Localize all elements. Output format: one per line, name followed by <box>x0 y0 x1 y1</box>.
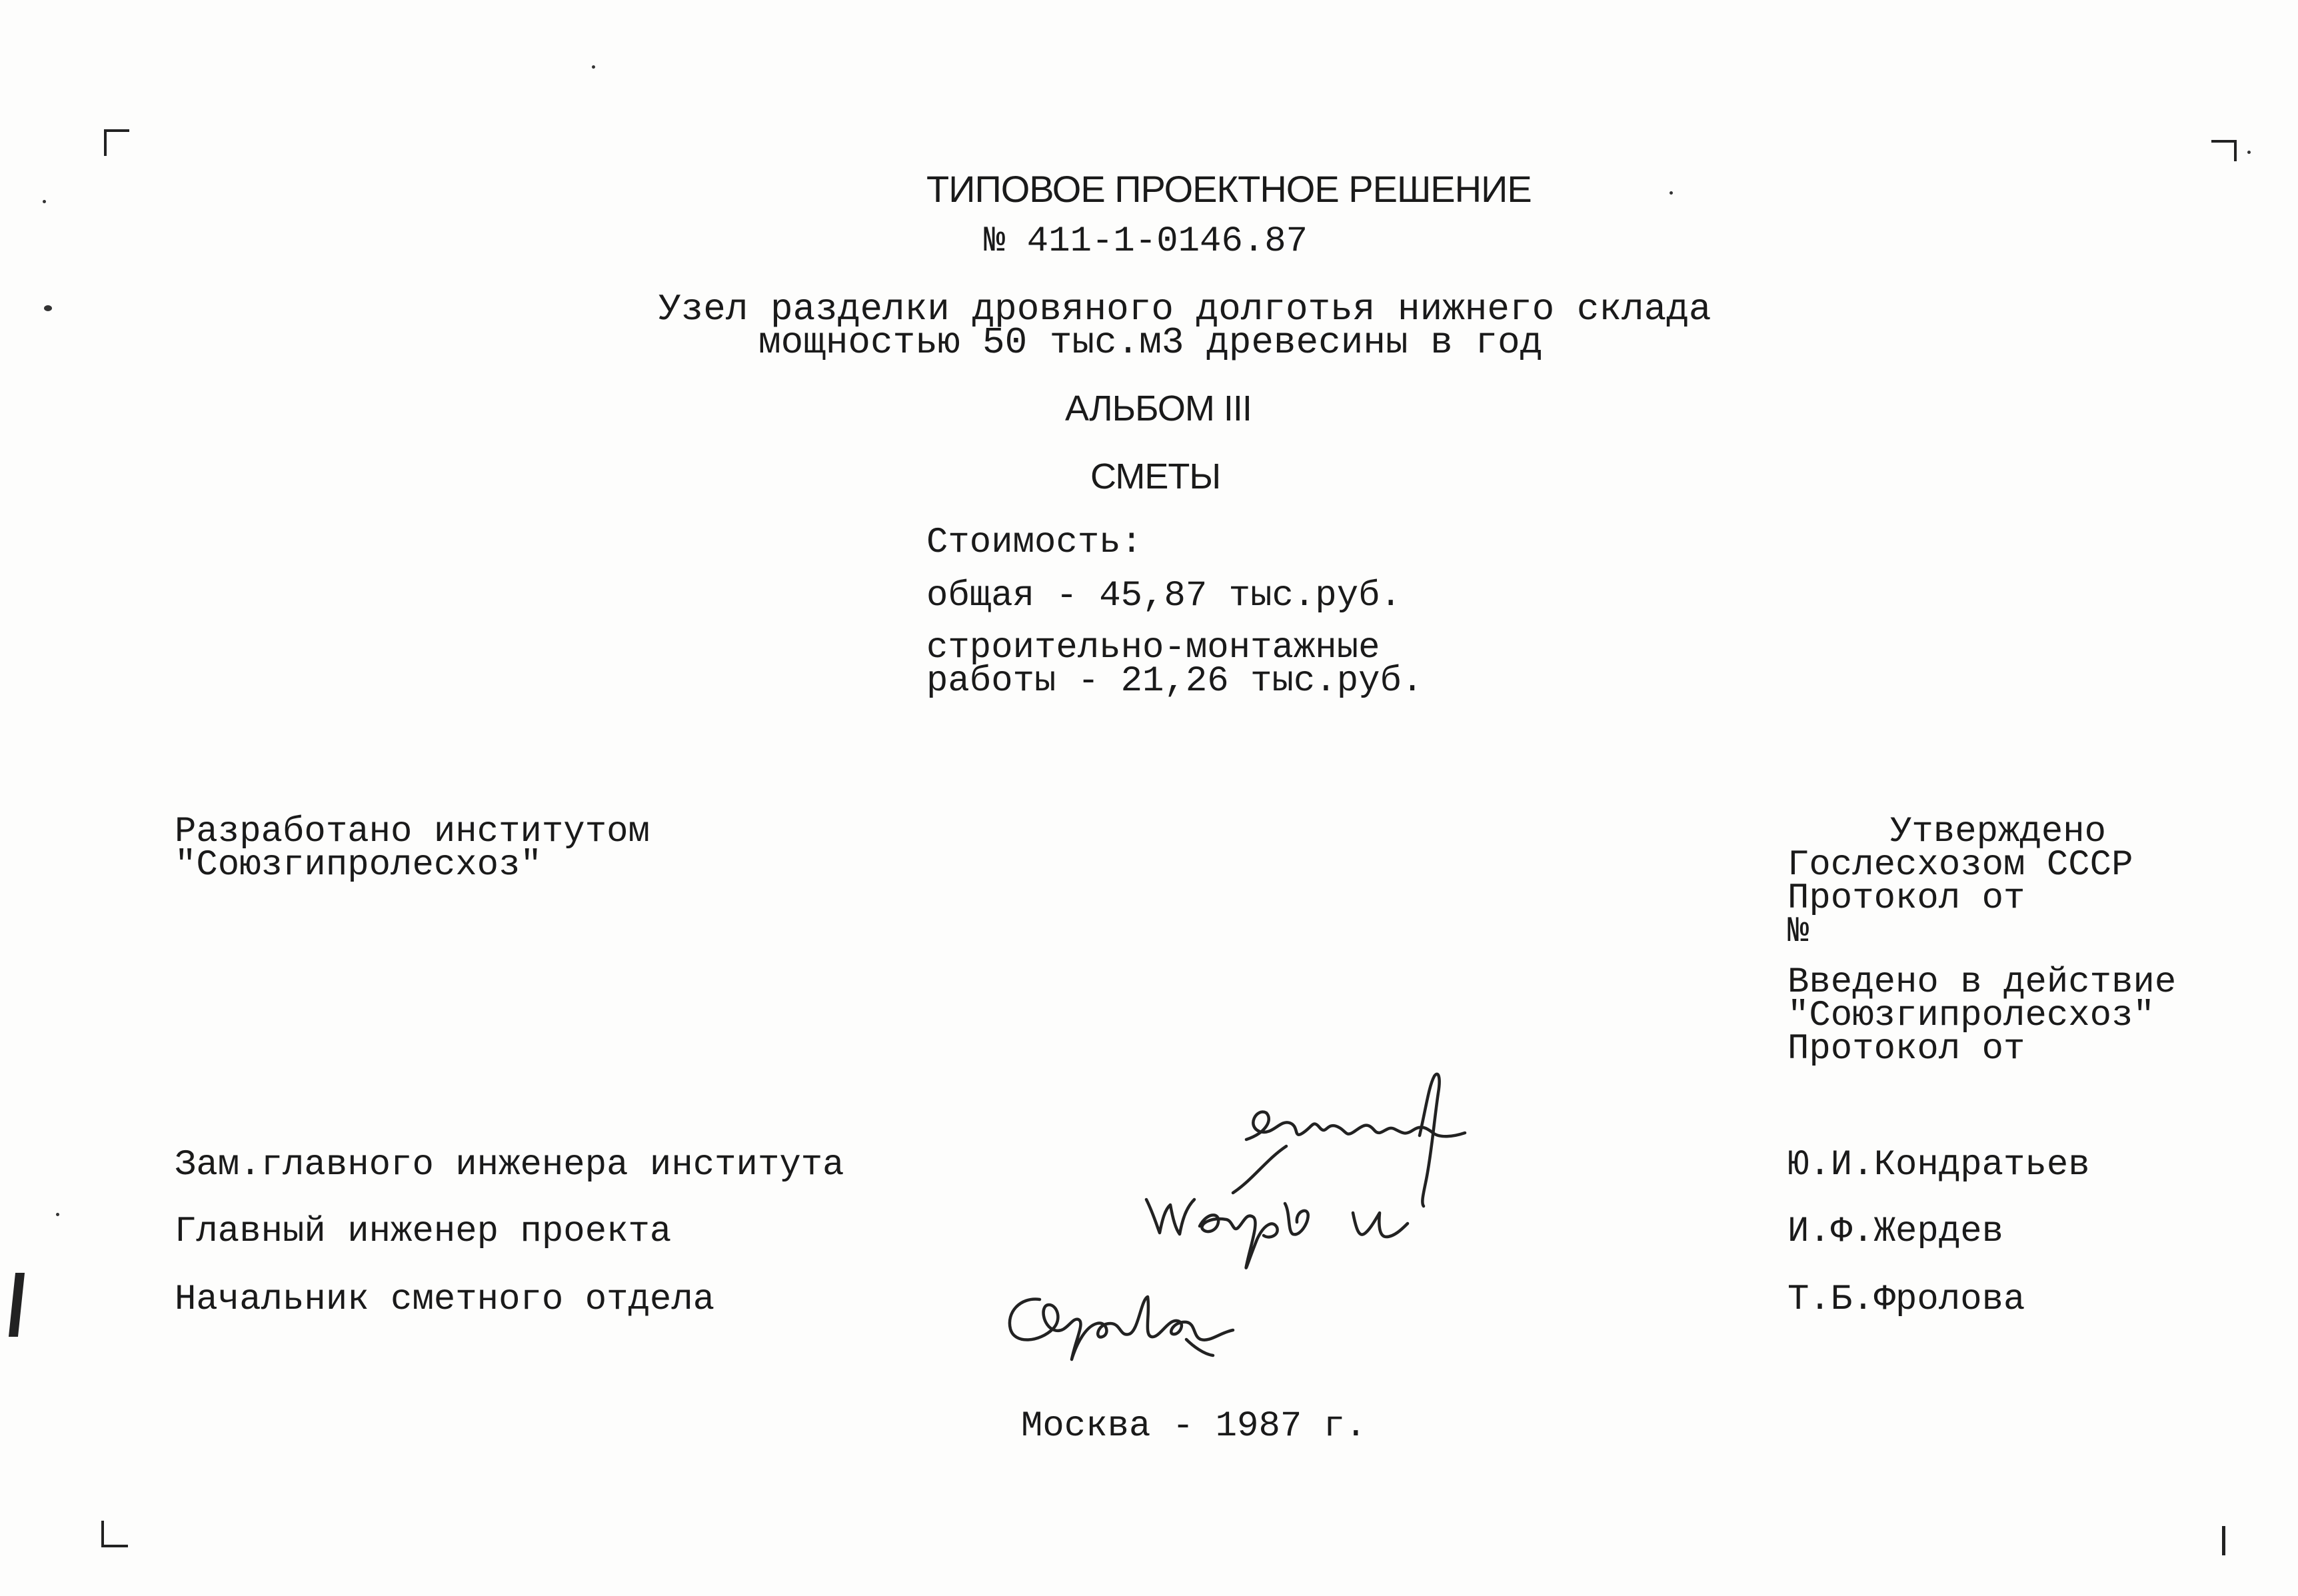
project-subject-line-2: мощностью 50 тыс.м3 древесины в год <box>758 321 1543 364</box>
corner-mark-top-right <box>2211 140 2237 143</box>
section-label: СМЕТЫ <box>1090 456 1221 496</box>
corner-mark-top-left <box>104 129 107 156</box>
signature-3 <box>993 1273 1260 1366</box>
signatory-name-3: Т.Б.Фролова <box>1787 1279 2025 1320</box>
place-and-year: Москва - 1987 г. <box>1021 1406 1367 1447</box>
project-subject-line-1: Узел разделки дровяного долготья нижнего склада <box>658 288 1712 331</box>
cost-total: общая - 45,87 тыс.руб. <box>926 576 1402 616</box>
speck <box>1670 191 1673 195</box>
speck <box>592 65 595 69</box>
cost-construction-line-2: работы - 21,26 тыс.руб. <box>926 661 1424 702</box>
signatory-position-2: Главный инженер проекта <box>175 1211 672 1252</box>
approval-approved: Утверждено <box>1890 812 2107 852</box>
document-title: ТИПОВОЕ ПРОЕКТНОЕ РЕШЕНИЕ <box>926 168 1532 210</box>
approval-protocol: Протокол от <box>1787 878 2025 919</box>
corner-mark-top-left-h <box>104 129 129 132</box>
approval-number-sign: № <box>1787 912 1809 952</box>
developer-line-1: Разработано институтом <box>175 812 650 852</box>
enacted-by: "Союзгипролесхоз" <box>1787 996 2155 1036</box>
corner-mark-bottom-left-h <box>101 1545 128 1547</box>
corner-mark-bottom-left <box>101 1521 104 1547</box>
signatory-name-2: И.Ф.Жердев <box>1787 1211 2004 1252</box>
album-label: АЛЬБОМ III <box>1065 389 1252 428</box>
developer-line-2: "Союзгипролесхоз" <box>175 845 542 886</box>
signatory-position-3: Начальник сметного отдела <box>175 1279 715 1320</box>
approval-by: Гослесхозом СССР <box>1787 845 2133 886</box>
enacted-label: Введено в действие <box>1787 962 2177 1003</box>
speck <box>43 200 46 203</box>
signatory-name-1: Ю.И.Кондратьев <box>1787 1145 2090 1186</box>
signatory-position-1: Зам.главного инженера института <box>175 1145 844 1186</box>
corner-mark-top-right-v <box>2234 140 2237 161</box>
enacted-protocol: Протокол от <box>1787 1029 2025 1070</box>
corner-mark-bottom-right <box>2222 1526 2225 1555</box>
document-number: № 411-1-0146.87 <box>984 221 1308 262</box>
speck <box>56 1213 59 1216</box>
speck <box>2247 151 2251 154</box>
speck <box>44 305 52 311</box>
cost-construction-line-1: строительно-монтажные <box>926 628 1380 668</box>
cost-heading: Стоимость: <box>926 522 1143 563</box>
signature-2 <box>1133 1173 1453 1279</box>
margin-edge-mark <box>9 1273 25 1337</box>
